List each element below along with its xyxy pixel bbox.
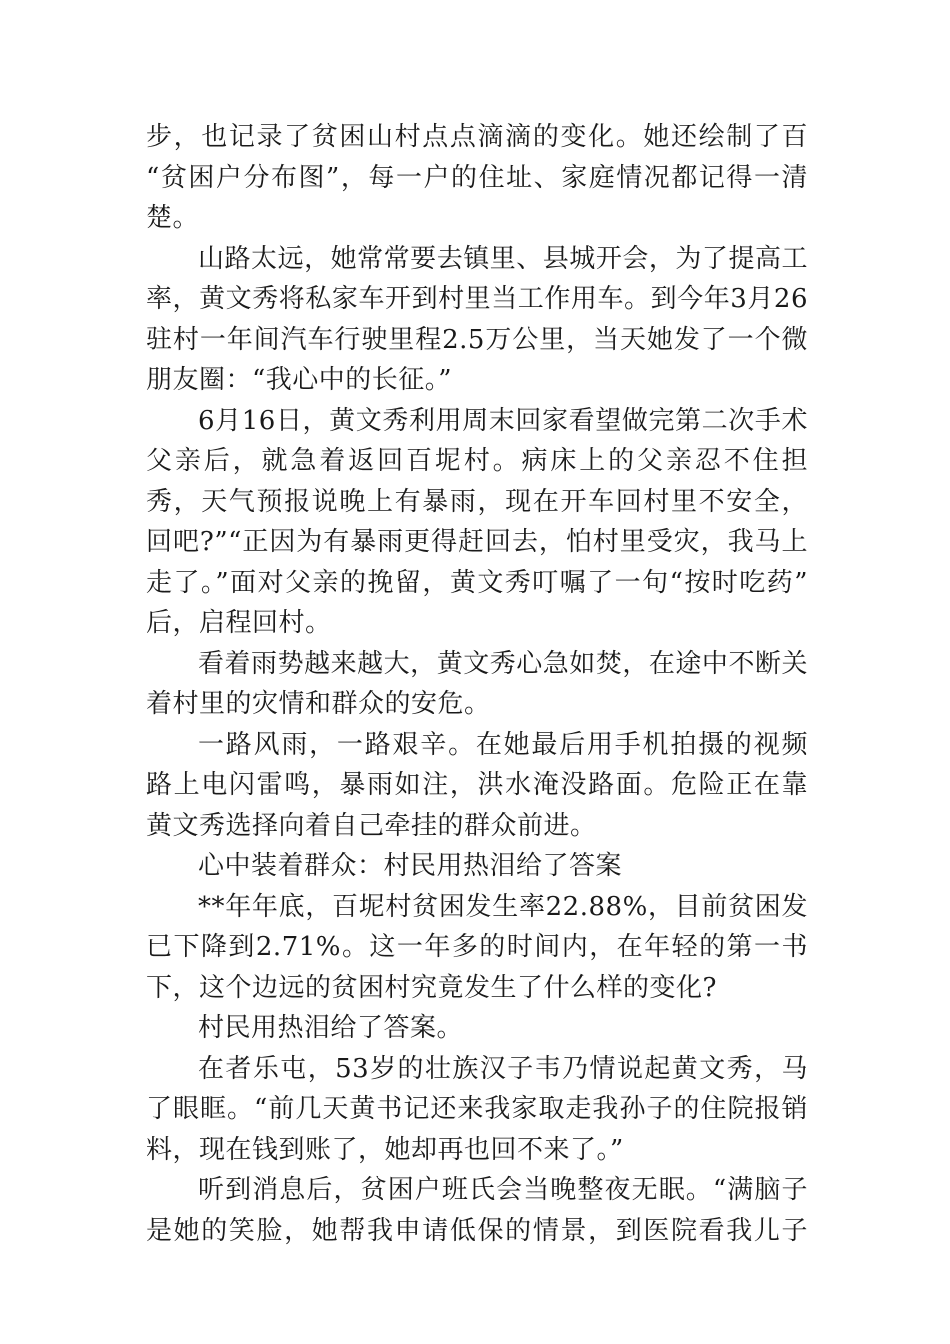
text-line: 山路太远，她常常要去镇里、县城开会，为了提高工 xyxy=(198,243,808,274)
text-line: 黄文秀选择向着自己牵挂的群众前进。 xyxy=(146,810,597,841)
text-line: 着村里的灾情和群众的安危。 xyxy=(146,689,491,719)
text-line: 了眼眶。“前几天黄书记还来我家取走我孙子的住院报销 xyxy=(146,1094,808,1124)
text-line: 朋友圈：“我心中的长征。” xyxy=(146,365,453,395)
text-line: **年年底，百坭村贫困发生率22.88%，目前贫困发 xyxy=(198,891,808,922)
text-line: 看着雨势越来越大，黄文秀心急如焚，在途中不断关 xyxy=(198,648,808,679)
text-line: 心中装着群众：村民用热泪给了答案 xyxy=(198,851,623,881)
text-line: 秀，天气预报说晚上有暴雨，现在开车回村里不安全， xyxy=(146,486,808,517)
text-line: 下，这个边远的贫困村究竟发生了什么样的变化? xyxy=(146,972,717,1003)
text-line: 村民用热泪给了答案。 xyxy=(198,1013,464,1043)
text-line: 步，也记录了贫困山村点点滴滴的变化。她还绘制了百 xyxy=(146,122,808,152)
text-line: 已下降到2.71%。这一年多的时间内，在年轻的第一书 xyxy=(146,932,808,962)
text-line: 回吧?”“正因为有暴雨更得赶回去，怕村里受灾，我马上 xyxy=(146,527,808,557)
text-line: 楚。 xyxy=(146,203,200,233)
text-line: 听到消息后，贫困户班氏会当晚整夜无眠。“满脑子 xyxy=(198,1175,808,1205)
text-line: 是她的笑脸，她帮我申请低保的情景，到医院看我儿子 xyxy=(146,1215,808,1246)
text-line: 后，启程回村。 xyxy=(146,608,332,638)
text-line: 一路风雨，一路艰辛。在她最后用手机拍摄的视频 xyxy=(198,729,808,760)
text-line: 驻村一年间汽车行驶里程2.5万公里，当天她发了一个微 xyxy=(146,324,808,355)
text-line: 在者乐屯，53岁的壮族汉子韦乃情说起黄文秀，马 xyxy=(198,1053,808,1084)
text-line: 率，黄文秀将私家车开到村里当工作用车。到今年3月26 xyxy=(146,284,808,314)
article-body xyxy=(146,117,808,1251)
text-line: 父亲后，就急着返回百坭村。病床上的父亲忍不住担 xyxy=(146,446,808,476)
text-line: 6月16日，黄文秀利用周末回家看望做完第二次手术 xyxy=(198,405,808,436)
text-line: 料，现在钱到账了，她却再也回不来了。” xyxy=(146,1134,624,1165)
text-line: 走了。”面对父亲的挽留，黄文秀叮嘱了一句“按时吃药” xyxy=(146,567,808,598)
text-line: 路上电闪雷鸣，暴雨如注，洪水淹没路面。危险正在靠 xyxy=(146,770,808,800)
text-line: “贫困户分布图”，每一户的住址、家庭情况都记得一清 xyxy=(146,162,808,193)
